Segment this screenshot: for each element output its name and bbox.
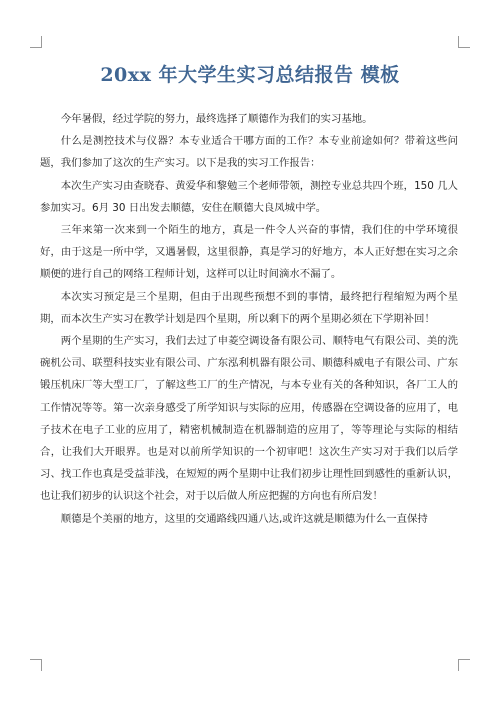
crop-mark-top-left (30, 36, 42, 48)
document-body (40, 108, 458, 530)
paragraph: 什么是测控技术与仪器？本专业适合干哪方面的工作？本专业前途如何？带着这些问题，我们参加了这次的生产实习。以下是我的实习工作报告： (40, 135, 458, 170)
paragraph: 顺德是个美丽的地方，这里的交通路线四通八达,或许这就是顺德为什么一直保持 (60, 512, 428, 525)
paragraph: 两个星期的生产实习，我们去过了申菱空调设备有限公司、顺特电气有限公司、美的洗碗机公司、联塑科技实业有限公司、广东泓利机器有限公司、顺德科威电子有限公司、广东锻压机床厂等大型工厂，了解这些工厂的生产情况，与本专业有关的各种知识，各厂工人的工作情况等等。第一次亲身感受了所学知识与实际的应用，传感器在空调设备的应用了，电子技术在电子工业的应用了，精密机械制造在机器制造的应用了，等等理论与实际的相结合，让我们大开眼界。也是对以前所学知识的一个初审吧！这次生产实习对于我们以后学习、找工作也真是受益菲浅，在短短的两个星期中让我们初步让理性回到感性的重新认识，也让我们初步的认识这个社会，对于以后做人所应把握的方向也有所启发！ (40, 335, 458, 503)
paragraph: 本次生产实习由查晓春、黄爱华和黎勉三个老师带领，测控专业总共四个班，150 几人参加实习。6月 30 日出发去顺德，安住在顺德大良凤城中学。 (40, 179, 458, 214)
paragraph: 本次实习预定是三个星期，但由于出现些预想不到的事情，最终把行程缩短为两个星期，而本次生产实习在教学计划是四个星期，所以剩下的两个星期必须在下学期补回！ (40, 290, 458, 325)
paragraph: 今年暑假，经过学院的努力，最终选择了顺德作为我们的实习基地。 (60, 113, 373, 125)
paragraph: 三年来第一次来到一个陌生的地方，真是一件令人兴奋的事情，我们住的中学环境很好，由于这是一所中学，又遇暑假，这里很静，真是学习的好地方，本人正好想在实习之余顺便的进行自己的网络工程师计划，这样可以让时间滴水不漏了。 (40, 224, 458, 281)
document-title: 20xx 年大学生实习总结报告 模板 (100, 64, 400, 86)
crop-mark-bottom-right (458, 659, 470, 671)
crop-mark-bottom-left (30, 659, 42, 671)
crop-mark-top-right (458, 36, 470, 48)
